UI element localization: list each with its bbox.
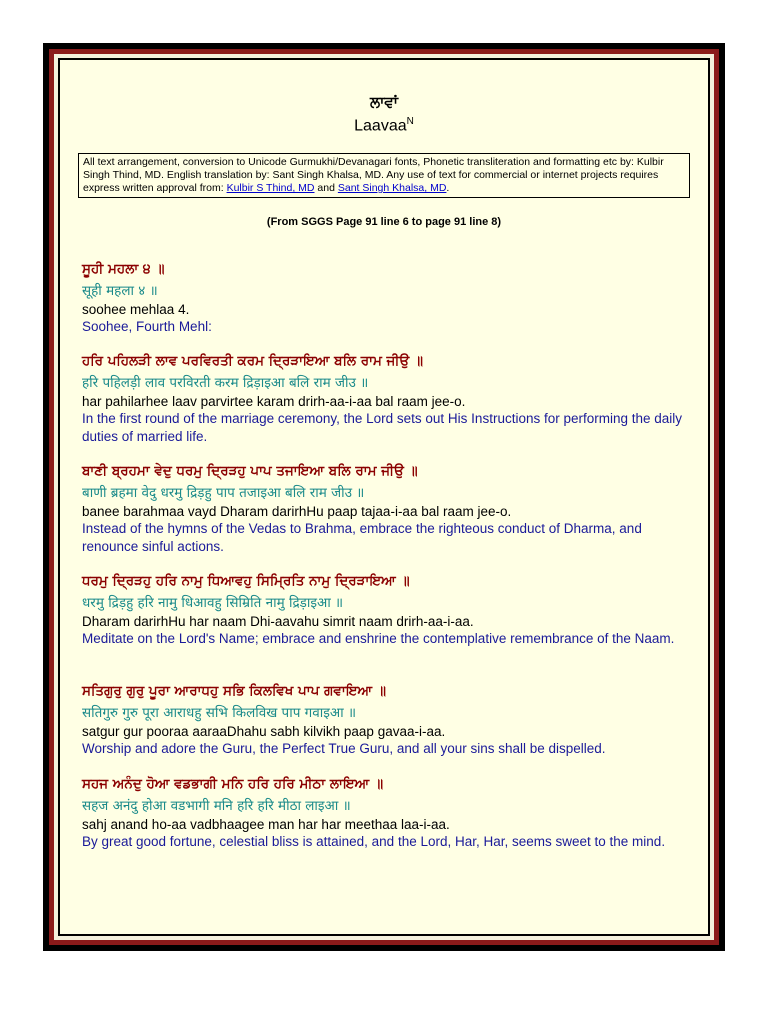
- verse-block: [82, 775, 692, 851]
- title-english-text: Laavaa: [354, 117, 407, 135]
- verse-gurmukhi: ਹਰਿ ਪਹਿਲੜੀ ਲਾਵ ਪਰਵਿਰਤੀ ਕਰਮ ਦ੍ਰਿੜਾਇਆ ਬਲਿ ਰਾਮ ਜੀਉ ॥: [82, 353, 423, 369]
- verse-gurmukhi: ਸਤਿਗੁਰੁ ਗੁਰੁ ਪੂਰਾ ਆਰਾਧਹੁ ਸਭਿ ਕਿਲਵਿਖ ਪਾਪ ਗਵਾਇਆ ॥: [82, 683, 386, 699]
- verse-transliteration: banee barahmaa vayd Dharam darirhHu paap tajaa-i-aa bal raam jee-o.: [82, 504, 512, 519]
- verse-transliteration: Dharam darirhHu har naam Dhi-aavahu simrit naam drirh-aa-i-aa.: [82, 614, 474, 629]
- verse-transliteration: satgur gur pooraa aaraaDhahu sabh kilvikh paap gavaa-i-aa.: [82, 724, 446, 739]
- document-page: [60, 60, 708, 934]
- verse-gurmukhi: ਧਰਮੁ ਦ੍ਰਿੜਹੁ ਹਰਿ ਨਾਮੁ ਧਿਆਵਹੁ ਸਿਮ੍ਰਿਤਿ ਨਾਮੁ ਦ੍ਰਿੜਾਇਆ ॥: [82, 573, 410, 589]
- verse-devanagari: सतिगुरु गुरु पूरा आराधहु सभि किलविख पाप गवाइआ ॥: [82, 705, 357, 721]
- verse-block: [82, 352, 692, 446]
- link-kulbir-thind[interactable]: Kulbir S Thind, MD: [226, 182, 315, 194]
- verse-translation: In the first round of the marriage ceremony, the Lord sets out His Instructions for performing the daily duties of married life.: [82, 411, 683, 444]
- title-gurmukhi: ਲਾਵਾਂ: [369, 93, 399, 111]
- verse-transliteration: soohee mehlaa 4.: [82, 302, 190, 317]
- credits-end: .: [446, 182, 450, 194]
- verse-translation: Worship and adore the Guru, the Perfect True Guru, and all your sins shall be dispelled.: [82, 741, 606, 756]
- verse-gurmukhi: ਬਾਣੀ ਬ੍ਰਹਮਾ ਵੇਦੁ ਧਰਮੁ ਦ੍ਰਿੜਹੁ ਪਾਪ ਤਜਾਇਆ ਬਲਿ ਰਾਮ ਜੀਉ ॥: [82, 463, 418, 479]
- title-english: [60, 116, 708, 135]
- credits-and: and: [314, 182, 338, 194]
- title-english-sup: N: [406, 116, 414, 127]
- verse-block: [82, 260, 692, 336]
- verse-devanagari: धरमु द्रिड़हु हरि नामु धिआवहु सिम्रिति नामु द्रिड़ाइआ ॥: [82, 595, 344, 611]
- verse-translation: Instead of the hymns of the Vedas to Brahma, embrace the righteous conduct of Dharma, and renounce sinful actions.: [82, 521, 642, 554]
- verse-translation: By great good fortune, celestial bliss is attained, and the Lord, Har, Har, seems sweet to the mind.: [82, 834, 666, 849]
- verse-block: [82, 682, 692, 758]
- verse-translation: Meditate on the Lord's Name; embrace and enshrine the contemplative remembrance of the Naam.: [82, 631, 675, 646]
- verse-gurmukhi: ਸੂਹੀ ਮਹਲਾ ੪ ॥: [82, 261, 165, 277]
- verse-transliteration: har pahilarhee laav parvirtee karam drirh-aa-i-aa bal raam jee-o.: [82, 394, 466, 409]
- verse-devanagari: बाणी ब्रहमा वेदु धरमु द्रिड़हु पाप तजाइआ बलि राम जीउ ॥: [82, 485, 365, 501]
- verse-transliteration: sahj anand ho-aa vadbhaagee man har har meethaa laa-i-aa.: [82, 817, 450, 832]
- verse-gurmukhi: ਸਹਜ ਅਨੰਦੁ ਹੋਆ ਵਡਭਾਗੀ ਮਨਿ ਹਰਿ ਹਰਿ ਮੀਠਾ ਲਾਇਆ ॥: [82, 776, 384, 792]
- credits-text: All text arrangement, conversion to Unicode Gurmukhi/Devanagari fonts, Phonetic transliteration and formatting etc by: Kulbir Singh Thind, MD. English translation by: Sant Singh Khalsa, MD. Any use of text for commercial or internet projects requires express written approval from:: [83, 156, 664, 194]
- credits-box: [78, 153, 690, 198]
- verse-devanagari: हरि पहिलड़ी लाव परविरती करम द्रिड़ाइआ बलि राम जीउ ॥: [82, 375, 369, 391]
- verse-block: [82, 462, 692, 556]
- source-reference: (From SGGS Page 91 line 6 to page 91 line 8): [266, 216, 502, 228]
- verse-devanagari: सहज अनंदु होआ वडभागी मनि हरि हरि मीठा लाइआ ॥: [82, 798, 351, 814]
- verse-block: [82, 572, 692, 648]
- verse-devanagari: सूही महला ४ ॥: [82, 283, 158, 299]
- verse-translation: Soohee, Fourth Mehl:: [82, 319, 212, 334]
- link-sant-singh-khalsa[interactable]: Sant Singh Khalsa, MD: [337, 182, 447, 194]
